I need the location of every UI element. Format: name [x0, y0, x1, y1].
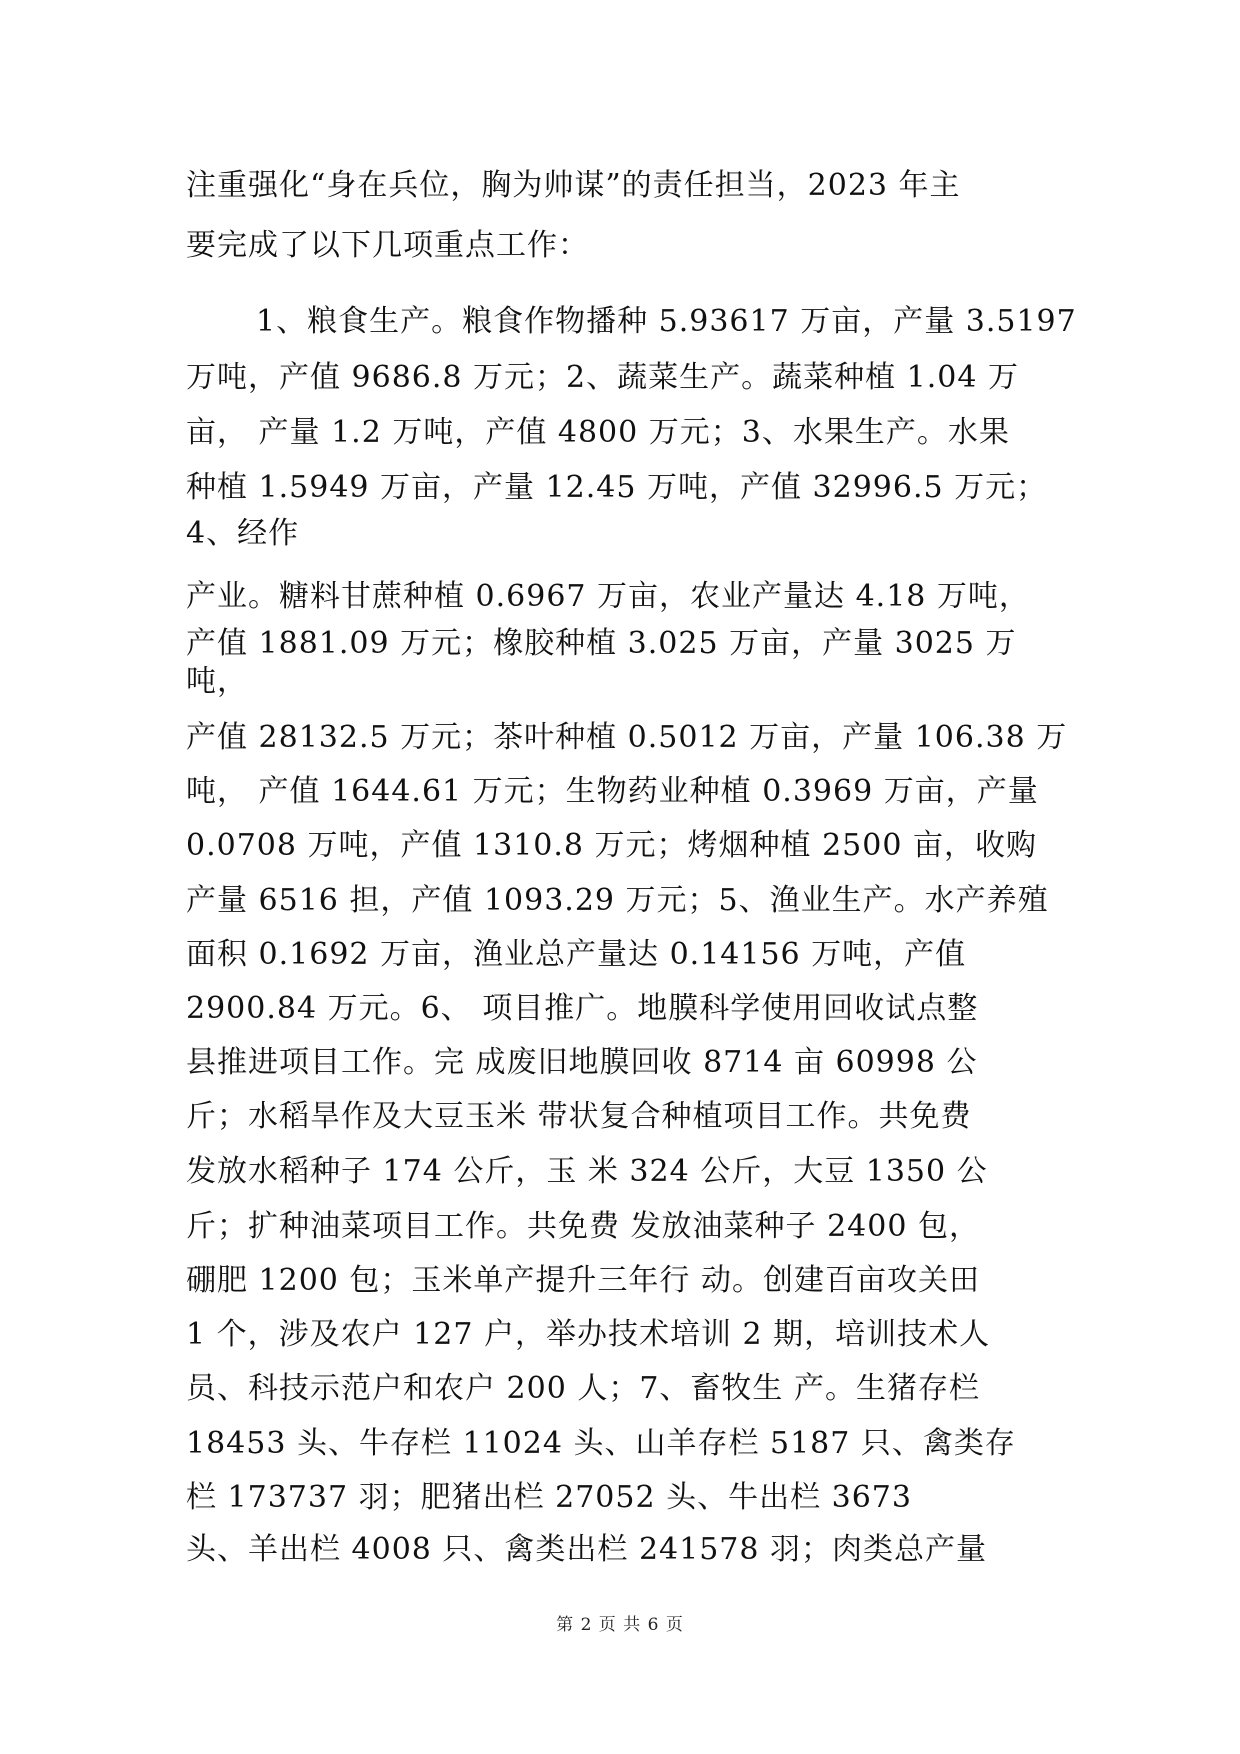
text-line: 产业。糖料甘蔗种植 0.6967 万亩，农业产量达 4.18 万吨，	[186, 579, 1030, 614]
text-line: 面积 0.1692 万亩，渔业总产量达 0.14156 万吨，产值	[186, 937, 967, 972]
text-line: 1 个，涉及农户 127 户，举办技术培训 2 期，培训技术人	[186, 1317, 991, 1352]
text-line: 头、羊出栏 4008 只、禽类出栏 241578 羽；肉类总产量	[186, 1532, 988, 1567]
text-line: 吨，	[186, 664, 248, 699]
text-line: 员、科技示范户和农户 200 人；7、畜牧生 产。生猪存栏	[186, 1371, 980, 1406]
text-line: 吨， 产值 1644.61 万元；生物药业种植 0.3969 万亩，产量	[186, 774, 1039, 809]
text-line: 2900.84 万元。6、 项目推广。地膜科学使用回收试点整	[186, 991, 979, 1026]
text-line: 18453 头、牛存栏 11024 头、山羊存栏 5187 只、禽类存	[186, 1426, 1016, 1461]
text-line: 1、粮食生产。粮食作物播种 5.93617 万亩，产量 3.5197	[256, 304, 1077, 339]
text-line: 注重强化“身在兵位，胸为帅谋”的责任担当，2023 年主	[186, 168, 961, 203]
text-line: 种植 1.5949 万亩，产量 12.45 万吨，产值 32996.5 万元；	[186, 470, 1048, 505]
text-line: 4、经作	[186, 516, 300, 551]
text-line: 斤；水稻旱作及大豆玉米 带状复合种植项目工作。共免费	[186, 1099, 972, 1134]
text-line: 产值 1881.09 万元；橡胶种植 3.025 万亩，产量 3025 万	[186, 626, 1017, 661]
text-line: 0.0708 万吨，产值 1310.8 万元；烤烟种植 2500 亩，收购	[186, 828, 1037, 863]
text-line: 硼肥 1200 包；玉米单产提升三年行 动。创建百亩攻关田	[186, 1263, 980, 1298]
text-line: 县推进项目工作。完 成废旧地膜回收 8714 亩 60998 公	[186, 1045, 978, 1080]
page-footer: 第 2 页 共 6 页	[556, 1615, 684, 1635]
text-line: 万吨，产值 9686.8 万元；2、蔬菜生产。蔬菜种植 1.04 万	[186, 360, 1019, 395]
text-line: 斤；扩种油菜项目工作。共免费 发放油菜种子 2400 包，	[186, 1209, 980, 1244]
text-line: 产量 6516 担，产值 1093.29 万元；5、渔业生产。水产养殖	[186, 883, 1049, 918]
text-line: 发放水稻种子 174 公斤，玉 米 324 公斤，大豆 1350 公	[186, 1154, 988, 1189]
text-line: 产值 28132.5 万元；茶叶种植 0.5012 万亩，产量 106.38 万	[186, 720, 1068, 755]
text-line: 亩， 产量 1.2 万吨，产值 4800 万元；3、水果生产。水果	[186, 415, 1010, 450]
text-line: 栏 173737 羽；肥猪出栏 27052 头、牛出栏 3673	[186, 1480, 912, 1515]
text-line: 要完成了以下几项重点工作：	[186, 228, 589, 263]
